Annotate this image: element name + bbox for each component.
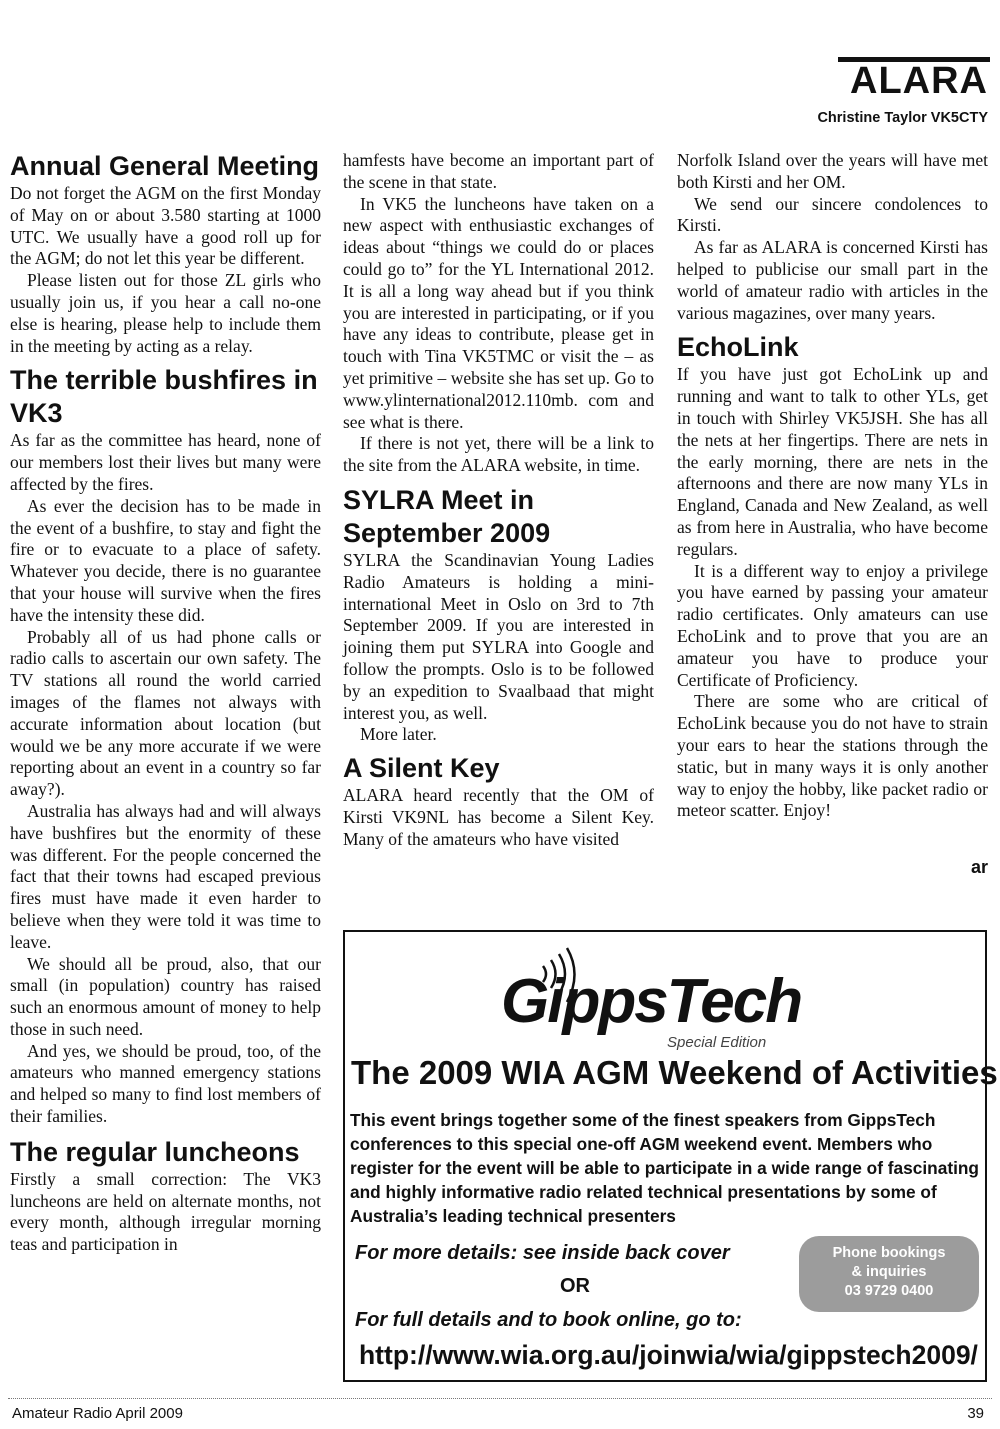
section-title: ALARA <box>850 60 988 102</box>
article-end-mark: ar <box>970 857 988 877</box>
phone-number: 03 9729 0400 <box>844 1283 934 1299</box>
paragraph: As far as the committee has heard, none of our members lost their lives but many were affected by the fires. <box>10 430 321 494</box>
paragraph: Do not forget the AGM on the first Monday of May on or about 3.580 starting at 1000 UTC. We usually have a good roll up for the AGM; do not let this year be different. <box>10 183 321 269</box>
publication-name: Amateur Radio April 2009 <box>12 1405 183 1422</box>
article-column-2 <box>343 150 654 851</box>
paragraph: We send our sincere condolences to Kirsti. <box>677 193 988 236</box>
paragraph: As far as ALARA is concerned Kirsti has helped to publicise our small part in the world of amateur radio with articles in the various magazines, over many years. <box>677 237 988 323</box>
sylra-heading: SYLRA Meet in September 2009 <box>343 484 551 548</box>
paragraph: We should all be proud, also, that our small (in population) country has raised such an enormous amount of money to help those in such need. <box>10 953 321 1039</box>
or-text: OR <box>560 1275 590 1297</box>
more-details-text: For more details: see inside back cover <box>355 1242 730 1264</box>
paragraph: Australia has always had and will always have bushfires but the enormity of these was different. For the people concerned the fact that their towns had escaped previous fires must have made it even harder to believe when they were told it was time to leave. <box>10 800 321 952</box>
ad-headline: The 2009 WIA AGM Weekend of Activities <box>351 1054 998 1091</box>
paragraph: Probably all of us had phone calls or radio calls to ascertain our own safety. The TV stations all round the world carried images of the flames not always with accurate information about location (but would we be any more accurate if we were reporting about an event in a country so far away?). <box>10 626 321 800</box>
paragraph: Norfolk Island over the years will have met both Kirsti and her OM. <box>677 150 988 192</box>
paragraph: If there is not yet, there will be a link to the site from the ALARA website, in time. <box>343 433 654 476</box>
luncheons-heading: The regular luncheons <box>10 1136 300 1167</box>
special-edition-label: Special Edition <box>667 1034 767 1051</box>
gippstech-advertisement <box>343 930 998 1382</box>
phone-bookings-box <box>799 1236 979 1312</box>
footer-rule <box>8 1398 992 1399</box>
paragraph: As ever the decision has to be made in the event of a bushfire, to stay and fight the fire or to evacuate to a place of safety. Whatever you decide, there is no guarantee that your house will survive when the fires have the intensity these did. <box>10 495 321 625</box>
silent-key-heading: A Silent Key <box>343 753 500 784</box>
paragraph: SYLRA the Scandinavian Young Ladies Radio Amateurs is holding a mini-international Meet in Oslo on 3rd to 7th September 2009. If you are interested in joining them put SYLRA into Google and follow the prompts. Oslo is to be followed by an expedition to Svaalbaad that might interest you, as well. <box>343 549 654 723</box>
paragraph: hamfests have become an important part of the scene in that state. <box>343 150 654 192</box>
article-column-3 <box>677 150 988 822</box>
full-details-text: For full details and to book online, go to: <box>355 1309 742 1331</box>
gippstech-url[interactable]: http://www.wia.org.au/joinwia/wia/gippstech2009/ <box>359 1340 978 1370</box>
paragraph: Please listen out for those ZL girls who usually join us, if you hear a call no-one else is hearing, please help to include them in the meeting by acting as a relay. <box>10 270 321 356</box>
paragraph: If you have just got EchoLink up and running and want to talk to other YLs, get in touch with Shirley VK5JSH. She has all the nets at her fingertips. There are nets in the early morning, there are nets in the afternoons and there are now many YLs in England, Canada and New Zealand, as well as from here in Australia, who have become regulars. <box>677 364 988 559</box>
paragraph: There are some who are critical of EchoLink because you do not have to strain your ears to hear the stations through the static, but in many ways it is only another way to enjoy the hobby, like packet radio or meteor scatter. Enjoy! <box>677 691 988 821</box>
ad-body-text: This event brings together some of the finest speakers from GippsTech conferences to this special one-off AGM weekend event. Members who register for the event will be able to participate in a wide range of fascinating and highly informative radio related technical presentations by some of Australia’s leading technical presenters <box>350 1110 979 1226</box>
paragraph: ALARA heard recently that the OM of Kirsti VK9NL has become a Silent Key. Many of the amateurs who have visited <box>343 785 654 849</box>
author-byline: Christine Taylor VK5CTY <box>817 110 988 126</box>
page-number: 39 <box>967 1405 984 1422</box>
bushfires-heading: The terrible bushfires in VK3 <box>10 365 318 429</box>
phone-line-1: Phone bookings <box>832 1245 946 1261</box>
echolink-heading: EchoLink <box>677 332 799 363</box>
paragraph: Firstly a small correction: The VK3 luncheons are held on alternate months, not every month, although irregular morning teas and participation in <box>10 1168 321 1255</box>
paragraph: And yes, we should be proud, too, of the amateurs who manned emergency stations and helped so many to find lost members of their families. <box>10 1040 321 1127</box>
phone-line-2: & inquiries <box>851 1264 927 1280</box>
paragraph: It is a different way to enjoy a privilege you have earned by passing your amateur radio certificates. Only amateurs can use EchoLink and to prove that you are an amateur you have to produce your Certificate of Proficiency. <box>677 560 988 690</box>
paragraph: More later. <box>360 724 437 745</box>
gippstech-logo-text: GippsTech <box>501 967 802 1036</box>
article-column-1 <box>10 150 321 1256</box>
agm-heading: Annual General Meeting <box>10 151 320 181</box>
paragraph: In VK5 the luncheons have taken on a new aspect with enthusiastic exchanges of ideas about “things we could do or places could go to” for the YL International 2012. It is all a long way ahead but if you think you are interested in participating, or if you have any ideas to contribute, please get in touch with Tina VK5TMC or visit the – as yet primitive – website she has set up. Go to www.ylinternational2012.110mb. com and see what is there. <box>343 193 654 432</box>
